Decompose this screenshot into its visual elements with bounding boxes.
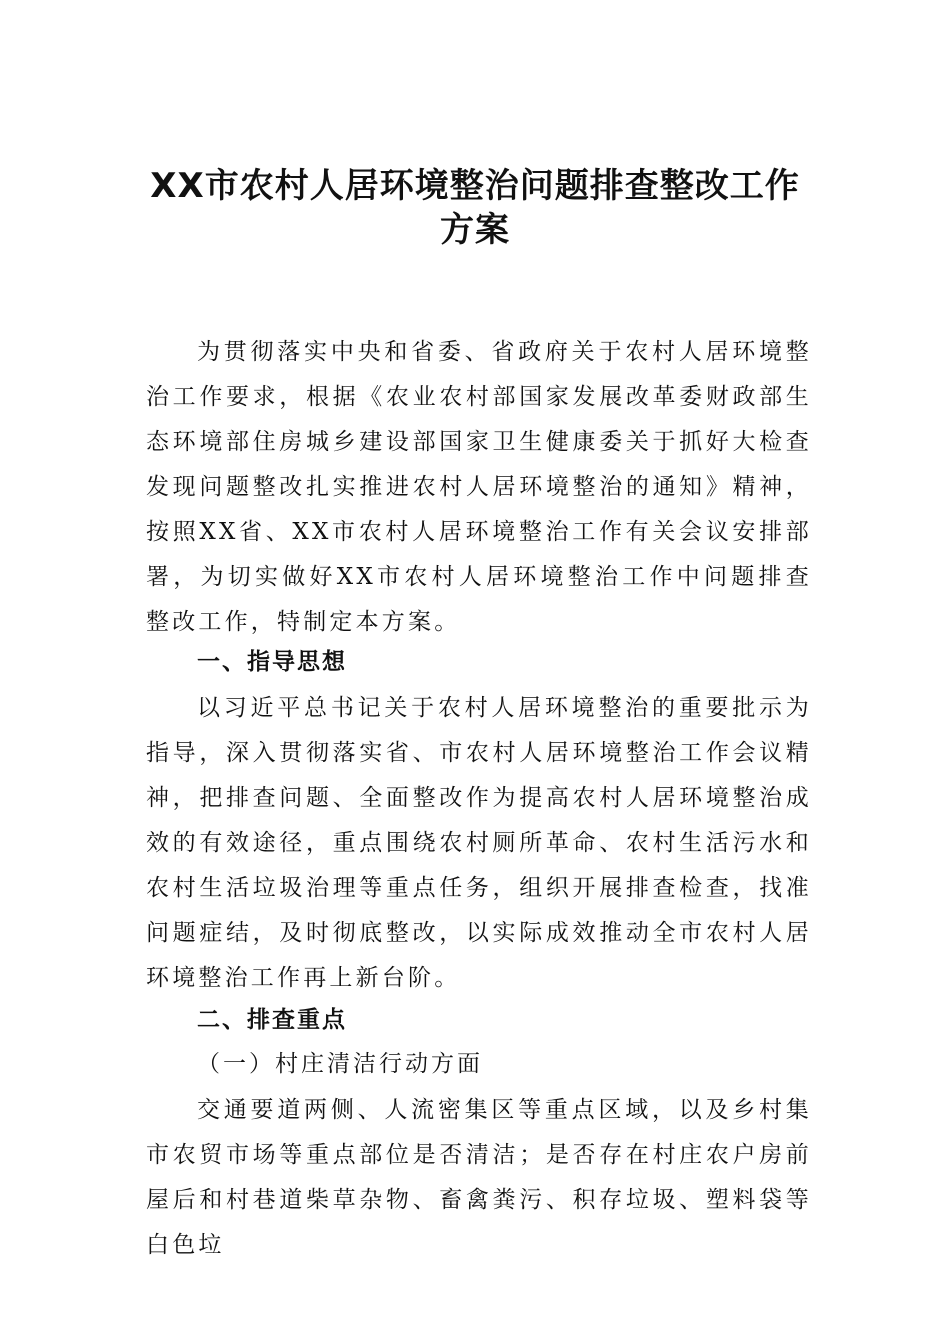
village-cleaning-paragraph: 交通要道两侧、人流密集区等重点区域，以及乡村集市农贸市场等重点部位是否清洁；是否存在村庄农户房前屋后和村巷道柴草杂物、畜禽粪污、积存垃圾、塑料袋等白色垃 (146, 1097, 812, 1258)
document-title-line-1: XX市农村人居环境整治问题排查整改工作 (150, 166, 800, 206)
section-heading-guiding-ideology: 一、指导思想 (197, 649, 347, 675)
subsection-heading-village-cleaning: （一）村庄清洁行动方面 (197, 1051, 483, 1077)
section-heading-inspection-focus: 二、排查重点 (197, 1007, 347, 1033)
intro-paragraph: 为贯彻落实中央和省委、省政府关于农村人居环境整治工作要求，根据《农业农村部国家发展改革委财政部生态环境部住房城乡建设部国家卫生健康委关于抓好大检查发现问题整改扎实推进农村人居环境整治的通知》精神，按照XX省、XX市农村人居环境整治工作有关会议安排部署，为切实做好XX市农村人居环境整治工作中问题排查整改工作，特制定本方案。 (146, 339, 812, 635)
guiding-ideology-paragraph: 以习近平总书记关于农村人居环境整治的重要批示为指导，深入贯彻落实省、市农村人居环境整治工作会议精神，把排查问题、全面整改作为提高农村人居环境整治成效的有效途径，重点围绕农村厕所革命、农村生活污水和农村生活垃圾治理等重点任务，组织开展排查检查，找准问题症结，及时彻底整改，以实际成效推动全市农村人居环境整治工作再上新台阶。 (146, 695, 812, 991)
document-title-line-2: 方案 (440, 210, 510, 250)
